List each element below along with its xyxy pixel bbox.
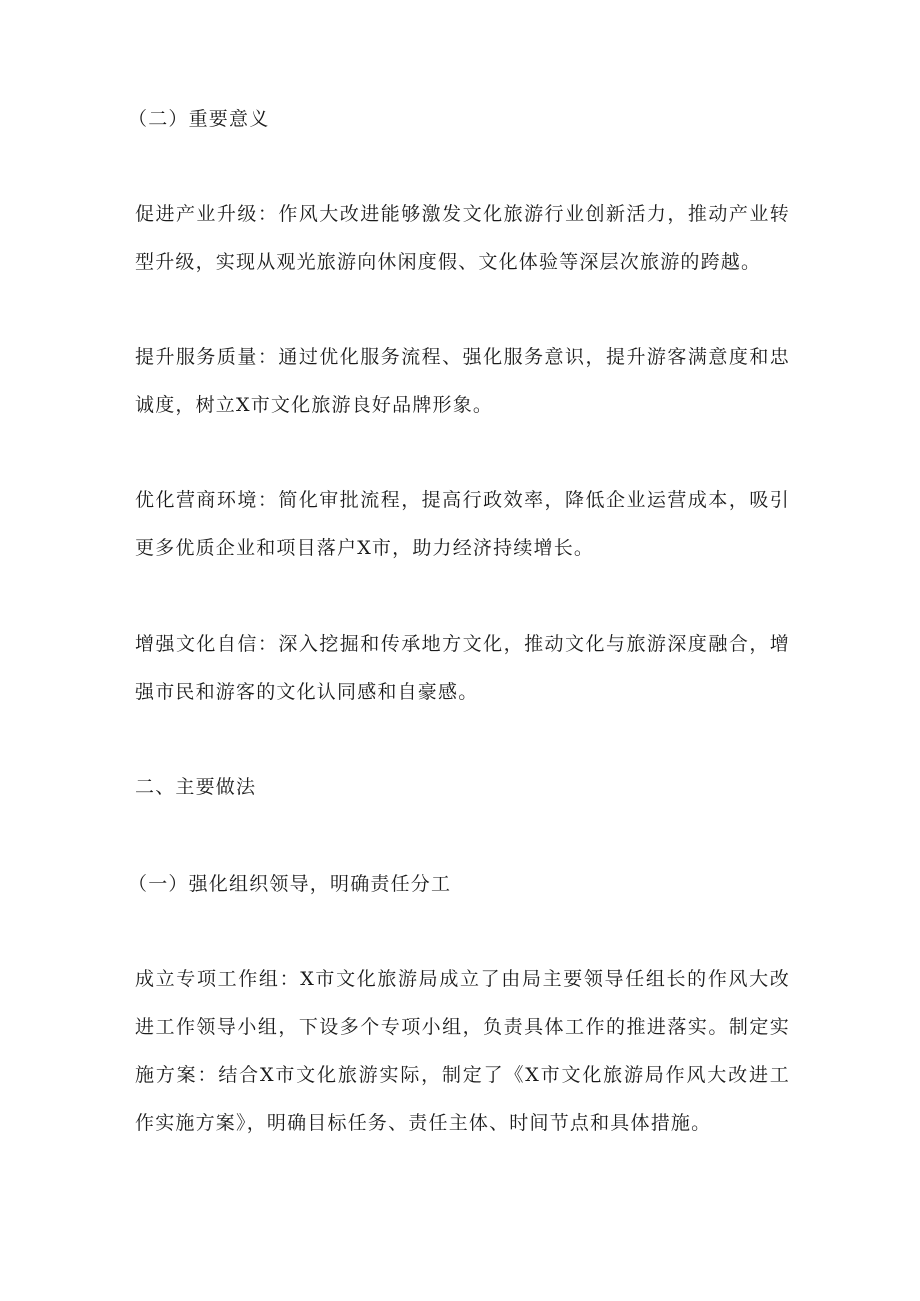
paragraph-business-environment: 优化营商环境：简化审批流程，提高行政效率，降低企业运营成本，吸引更多优质企业和项目落户X市，助力经济持续增长。: [135, 489, 790, 559]
section-heading-significance: （二）重要意义: [128, 108, 270, 130]
subsection-heading-organization: （一）强化组织领导，明确责任分工: [128, 873, 452, 895]
section-heading-main-practices: 二、主要做法: [135, 776, 257, 798]
paragraph-service-quality: 提升服务质量：通过优化服务流程、强化服务意识，提升游客满意度和忠诚度，树立X市文化旅游良好品牌形象。: [135, 346, 790, 416]
paragraph-industry-upgrade: 促进产业升级：作风大改进能够激发文化旅游行业创新活力，推动产业转型升级，实现从观光旅游向休闲度假、文化体验等深层次旅游的跨越。: [135, 203, 790, 273]
paragraph-cultural-confidence: 增强文化自信：深入挖掘和传承地方文化，推动文化与旅游深度融合，增强市民和游客的文化认同感和自豪感。: [135, 633, 790, 703]
paragraph-working-group: 成立专项工作组：X市文化旅游局成立了由局主要领导任组长的作风大改进工作领导小组，下设多个专项小组，负责具体工作的推进落实。制定实施方案：结合X市文化旅游实际，制定了《X市文化旅游局作风大改进工作实施方案》，明确目标任务、责任主体、时间节点和具体措施。: [135, 968, 790, 1134]
